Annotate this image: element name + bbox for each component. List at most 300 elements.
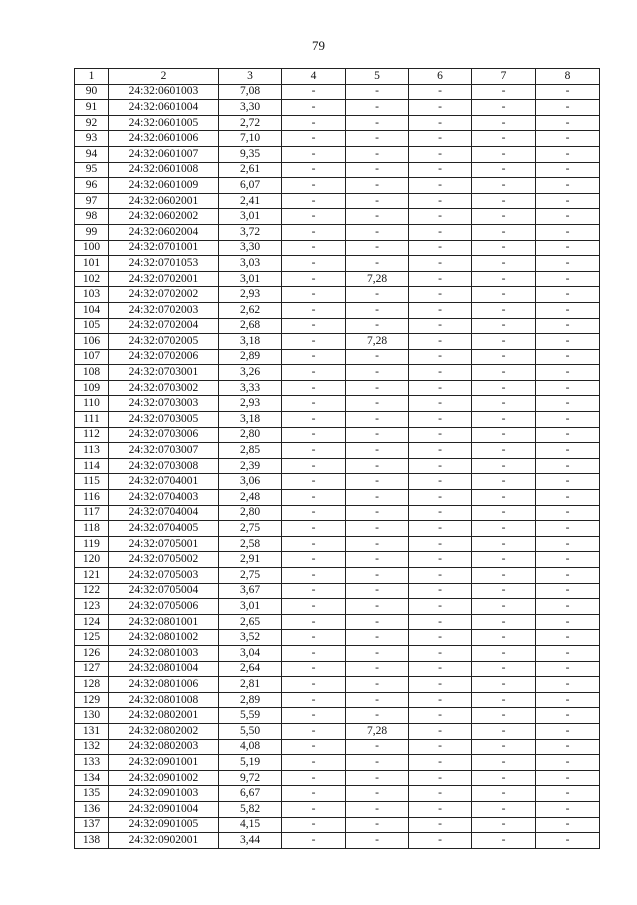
table-cell: 2,64 <box>219 661 282 677</box>
table-cell: - <box>346 536 409 552</box>
table-cell: - <box>536 614 600 630</box>
table-cell: 3,04 <box>219 645 282 661</box>
table-row <box>75 412 600 428</box>
table-cell: - <box>409 84 472 100</box>
table-cell: - <box>472 599 536 615</box>
table-row <box>75 474 600 490</box>
table-cell: - <box>536 490 600 506</box>
table-cell: - <box>536 552 600 568</box>
table-cell: - <box>282 84 346 100</box>
table-cell: 2,89 <box>219 349 282 365</box>
table-row <box>75 115 600 131</box>
table-cell: 24:32:0801001 <box>109 614 219 630</box>
table-cell: 24:32:0602001 <box>109 193 219 209</box>
table-cell: 3,30 <box>219 240 282 256</box>
table-cell: - <box>472 786 536 802</box>
table-cell: - <box>346 614 409 630</box>
table-cell: - <box>472 178 536 194</box>
table-cell: 24:32:0802003 <box>109 739 219 755</box>
table-cell: - <box>282 552 346 568</box>
table-cell: - <box>472 443 536 459</box>
table-cell: 2,81 <box>219 677 282 693</box>
table-cell: - <box>472 552 536 568</box>
table-cell: 6,67 <box>219 786 282 802</box>
table-cell: - <box>409 833 472 849</box>
table-row <box>75 661 600 677</box>
table-cell: 96 <box>75 178 109 194</box>
table-cell: - <box>409 739 472 755</box>
table-row <box>75 833 600 849</box>
table-cell: - <box>346 302 409 318</box>
table-cell: - <box>472 115 536 131</box>
table-cell: 24:32:0802002 <box>109 723 219 739</box>
table-cell: 24:32:0802001 <box>109 708 219 724</box>
table-cell: - <box>282 505 346 521</box>
table-cell: - <box>472 723 536 739</box>
table-cell: 104 <box>75 302 109 318</box>
table-cell: - <box>536 599 600 615</box>
table-cell: - <box>282 146 346 162</box>
table-cell: 24:32:0701053 <box>109 256 219 272</box>
table-cell: - <box>282 380 346 396</box>
table-cell: - <box>282 318 346 334</box>
table-cell: 24:32:0702006 <box>109 349 219 365</box>
table-cell: - <box>472 209 536 225</box>
table-cell: 24:32:0901001 <box>109 755 219 771</box>
table-row <box>75 224 600 240</box>
table-cell: 99 <box>75 224 109 240</box>
table-cell: - <box>536 349 600 365</box>
table-cell: - <box>282 224 346 240</box>
table-cell: 101 <box>75 256 109 272</box>
table-cell: 2,48 <box>219 490 282 506</box>
table-cell: - <box>472 692 536 708</box>
table-cell: 24:32:0703003 <box>109 396 219 412</box>
table-row <box>75 209 600 225</box>
table-cell: - <box>472 396 536 412</box>
table-cell: - <box>346 427 409 443</box>
table-cell: - <box>409 396 472 412</box>
table-cell: 2,62 <box>219 302 282 318</box>
column-header: 1 <box>75 69 109 85</box>
table-cell: 24:32:0601005 <box>109 115 219 131</box>
table-cell: - <box>346 521 409 537</box>
table-row <box>75 349 600 365</box>
column-header: 6 <box>409 69 472 85</box>
table-cell: - <box>346 786 409 802</box>
table-cell: 123 <box>75 599 109 615</box>
table-cell: - <box>472 833 536 849</box>
table-cell: 2,80 <box>219 505 282 521</box>
table-cell: 24:32:0705002 <box>109 552 219 568</box>
table-cell: - <box>282 458 346 474</box>
table-cell: - <box>536 474 600 490</box>
table-cell: - <box>282 349 346 365</box>
table-cell: - <box>472 630 536 646</box>
table-header-row <box>75 69 600 85</box>
table-cell: 24:32:0702002 <box>109 287 219 303</box>
table-cell: - <box>409 115 472 131</box>
table-cell: - <box>536 396 600 412</box>
table-cell: - <box>472 536 536 552</box>
table-cell: 24:32:0601009 <box>109 178 219 194</box>
table-cell: - <box>346 755 409 771</box>
table-row <box>75 427 600 443</box>
table-row <box>75 630 600 646</box>
table-cell: - <box>346 458 409 474</box>
table-cell: 24:32:0902001 <box>109 833 219 849</box>
table-cell: 3,30 <box>219 100 282 116</box>
table-cell: - <box>282 100 346 116</box>
table-cell: - <box>472 224 536 240</box>
table-cell: - <box>346 583 409 599</box>
table-cell: - <box>536 178 600 194</box>
table-cell: - <box>346 162 409 178</box>
table-cell: 112 <box>75 427 109 443</box>
table-cell: 24:32:0601003 <box>109 84 219 100</box>
table-cell: 3,52 <box>219 630 282 646</box>
table-cell: 24:32:0705006 <box>109 599 219 615</box>
table-cell: - <box>409 412 472 428</box>
table-cell: - <box>536 770 600 786</box>
table-cell: - <box>409 178 472 194</box>
table-cell: 138 <box>75 833 109 849</box>
table-cell: 4,08 <box>219 739 282 755</box>
table-cell: 3,67 <box>219 583 282 599</box>
table-cell: 125 <box>75 630 109 646</box>
table-cell: - <box>472 131 536 147</box>
table-cell: - <box>409 817 472 833</box>
table-cell: - <box>282 801 346 817</box>
table-cell: - <box>409 786 472 802</box>
table-cell: - <box>282 583 346 599</box>
table-cell: - <box>409 443 472 459</box>
table-cell: - <box>409 552 472 568</box>
table-cell: 134 <box>75 770 109 786</box>
table-cell: 90 <box>75 84 109 100</box>
table-cell: 133 <box>75 755 109 771</box>
table-cell: 132 <box>75 739 109 755</box>
table-cell: - <box>282 412 346 428</box>
table-cell: - <box>282 474 346 490</box>
table-row <box>75 770 600 786</box>
table-cell: 24:32:0601008 <box>109 162 219 178</box>
table-cell: - <box>346 412 409 428</box>
table-row <box>75 645 600 661</box>
table-cell: - <box>409 770 472 786</box>
table-cell: 24:32:0704005 <box>109 521 219 537</box>
table-cell: 4,15 <box>219 817 282 833</box>
page-number: 79 <box>312 38 325 53</box>
table-cell: - <box>536 521 600 537</box>
table-cell: - <box>346 739 409 755</box>
table-cell: - <box>472 708 536 724</box>
table-cell: 24:32:0601007 <box>109 146 219 162</box>
table-row <box>75 334 600 350</box>
table-cell: - <box>346 100 409 116</box>
table-cell: - <box>536 630 600 646</box>
table-cell: - <box>282 427 346 443</box>
table-cell: - <box>472 568 536 584</box>
table-cell: - <box>409 755 472 771</box>
table-cell: 135 <box>75 786 109 802</box>
table-cell: - <box>536 271 600 287</box>
table-cell: - <box>282 661 346 677</box>
table-cell: - <box>282 755 346 771</box>
table-cell: - <box>536 146 600 162</box>
table-cell: - <box>282 521 346 537</box>
table-cell: - <box>346 801 409 817</box>
table-cell: - <box>409 458 472 474</box>
table-cell: 3,33 <box>219 380 282 396</box>
table-cell: - <box>536 240 600 256</box>
table-cell: 7,28 <box>346 334 409 350</box>
data-table <box>74 68 600 849</box>
table-cell: 24:32:0602004 <box>109 224 219 240</box>
table-cell: 3,26 <box>219 365 282 381</box>
table-cell: - <box>282 240 346 256</box>
table-cell: - <box>409 692 472 708</box>
table-cell: - <box>409 224 472 240</box>
table-cell: - <box>409 474 472 490</box>
table-cell: - <box>472 583 536 599</box>
table-cell: - <box>409 365 472 381</box>
table-cell: - <box>282 131 346 147</box>
table-cell: - <box>282 365 346 381</box>
table-cell: - <box>536 318 600 334</box>
table-cell: - <box>409 349 472 365</box>
table-cell: - <box>346 209 409 225</box>
table-cell: 24:32:0704001 <box>109 474 219 490</box>
table-cell: - <box>536 568 600 584</box>
table-cell: 24:32:0703007 <box>109 443 219 459</box>
table-cell: 24:32:0703001 <box>109 365 219 381</box>
table-cell: - <box>346 817 409 833</box>
table-cell: - <box>346 490 409 506</box>
table-cell: 24:32:0702003 <box>109 302 219 318</box>
table-cell: - <box>409 677 472 693</box>
table-cell: - <box>409 708 472 724</box>
table-cell: - <box>346 708 409 724</box>
table-cell: 3,03 <box>219 256 282 272</box>
table-cell: - <box>472 240 536 256</box>
table-cell: - <box>282 817 346 833</box>
table-row <box>75 583 600 599</box>
table-cell: - <box>409 630 472 646</box>
table-cell: 118 <box>75 521 109 537</box>
table-cell: - <box>282 178 346 194</box>
table-cell: - <box>536 365 600 381</box>
table-cell: - <box>472 755 536 771</box>
table-cell: - <box>282 115 346 131</box>
table-cell: 24:32:0704003 <box>109 490 219 506</box>
table-cell: 114 <box>75 458 109 474</box>
table-cell: - <box>282 443 346 459</box>
table-cell: - <box>409 521 472 537</box>
table-cell: 24:32:0602002 <box>109 209 219 225</box>
table-cell: 107 <box>75 349 109 365</box>
table-cell: - <box>282 833 346 849</box>
column-header: 7 <box>472 69 536 85</box>
table-cell: - <box>282 723 346 739</box>
column-header: 3 <box>219 69 282 85</box>
table-cell: - <box>536 755 600 771</box>
table-cell: - <box>409 568 472 584</box>
table-cell: 24:32:0702004 <box>109 318 219 334</box>
table-cell: - <box>536 692 600 708</box>
table-cell: 127 <box>75 661 109 677</box>
table-cell: 2,80 <box>219 427 282 443</box>
table-row <box>75 380 600 396</box>
table-cell: 7,08 <box>219 84 282 100</box>
table-row <box>75 396 600 412</box>
table-cell: - <box>409 240 472 256</box>
table-cell: - <box>472 84 536 100</box>
table-cell: - <box>409 100 472 116</box>
column-header: 8 <box>536 69 600 85</box>
table-row <box>75 801 600 817</box>
table-cell: - <box>346 380 409 396</box>
table-cell: 24:32:0702005 <box>109 334 219 350</box>
table-cell: 110 <box>75 396 109 412</box>
table-cell: - <box>536 131 600 147</box>
table-cell: - <box>346 365 409 381</box>
table-cell: - <box>409 193 472 209</box>
table-cell: - <box>346 568 409 584</box>
table-cell: - <box>409 614 472 630</box>
table-row <box>75 552 600 568</box>
table-cell: 24:32:0901005 <box>109 817 219 833</box>
table-cell: - <box>409 209 472 225</box>
table-cell: 9,72 <box>219 770 282 786</box>
table-cell: - <box>472 661 536 677</box>
table-cell: - <box>472 427 536 443</box>
table-cell: - <box>409 271 472 287</box>
table-cell: - <box>536 209 600 225</box>
table-cell: - <box>409 256 472 272</box>
table-body <box>75 84 600 848</box>
table-cell: 126 <box>75 645 109 661</box>
table-cell: 3,44 <box>219 833 282 849</box>
table-cell: - <box>346 318 409 334</box>
table-cell: 102 <box>75 271 109 287</box>
table-cell: - <box>409 334 472 350</box>
table-cell: - <box>346 677 409 693</box>
table-cell: 97 <box>75 193 109 209</box>
table-cell: 2,85 <box>219 443 282 459</box>
table-cell: - <box>536 801 600 817</box>
table-cell: - <box>346 645 409 661</box>
table-cell: - <box>409 318 472 334</box>
table-cell: - <box>282 599 346 615</box>
table-cell: - <box>346 833 409 849</box>
table-cell: 128 <box>75 677 109 693</box>
table-cell: - <box>536 334 600 350</box>
table-cell: - <box>536 412 600 428</box>
table-cell: - <box>536 256 600 272</box>
table-cell: 2,93 <box>219 287 282 303</box>
table-cell: - <box>472 817 536 833</box>
table-row <box>75 692 600 708</box>
table-row <box>75 521 600 537</box>
table-cell: 122 <box>75 583 109 599</box>
table-cell: 3,18 <box>219 412 282 428</box>
table-cell: 3,18 <box>219 334 282 350</box>
table-cell: - <box>282 786 346 802</box>
table-cell: 94 <box>75 146 109 162</box>
table-cell: - <box>346 224 409 240</box>
table-cell: 24:32:0703006 <box>109 427 219 443</box>
table-cell: - <box>346 349 409 365</box>
table-cell: 24:32:0703008 <box>109 458 219 474</box>
table-cell: - <box>472 256 536 272</box>
table-cell: - <box>409 645 472 661</box>
table-cell: 103 <box>75 287 109 303</box>
table-cell: - <box>472 677 536 693</box>
table-cell: - <box>472 365 536 381</box>
table-cell: 2,89 <box>219 692 282 708</box>
table-cell: - <box>472 739 536 755</box>
table-cell: - <box>346 115 409 131</box>
table-row <box>75 786 600 802</box>
table-row <box>75 505 600 521</box>
table-cell: - <box>409 131 472 147</box>
table-cell: - <box>346 240 409 256</box>
table-cell: 130 <box>75 708 109 724</box>
table-row <box>75 443 600 459</box>
table-cell: 117 <box>75 505 109 521</box>
table-cell: - <box>409 599 472 615</box>
table-cell: - <box>536 708 600 724</box>
table-row <box>75 256 600 272</box>
table-cell: 105 <box>75 318 109 334</box>
table-cell: - <box>536 287 600 303</box>
table-cell: 24:32:0901002 <box>109 770 219 786</box>
table-row <box>75 240 600 256</box>
table-cell: 24:32:0901004 <box>109 801 219 817</box>
table-row <box>75 287 600 303</box>
table-cell: 5,19 <box>219 755 282 771</box>
table-cell: 137 <box>75 817 109 833</box>
column-header: 4 <box>282 69 346 85</box>
table-cell: - <box>282 302 346 318</box>
table-cell: - <box>346 131 409 147</box>
table-cell: 2,93 <box>219 396 282 412</box>
table-cell: - <box>282 256 346 272</box>
table-cell: - <box>536 162 600 178</box>
table-cell: - <box>282 630 346 646</box>
table-row <box>75 599 600 615</box>
table-cell: 5,50 <box>219 723 282 739</box>
table-cell: - <box>472 100 536 116</box>
table-cell: 129 <box>75 692 109 708</box>
table-cell: 5,59 <box>219 708 282 724</box>
table-cell: - <box>282 193 346 209</box>
table-cell: - <box>282 287 346 303</box>
table-cell: 24:32:0704004 <box>109 505 219 521</box>
table-row <box>75 458 600 474</box>
table-cell: 24:32:0801004 <box>109 661 219 677</box>
table-cell: 3,72 <box>219 224 282 240</box>
table-cell: - <box>282 334 346 350</box>
table-cell: 2,58 <box>219 536 282 552</box>
table-cell: 24:32:0705004 <box>109 583 219 599</box>
table-cell: - <box>282 568 346 584</box>
table-cell: - <box>472 287 536 303</box>
table-cell: - <box>472 458 536 474</box>
table-row <box>75 271 600 287</box>
table-cell: 120 <box>75 552 109 568</box>
